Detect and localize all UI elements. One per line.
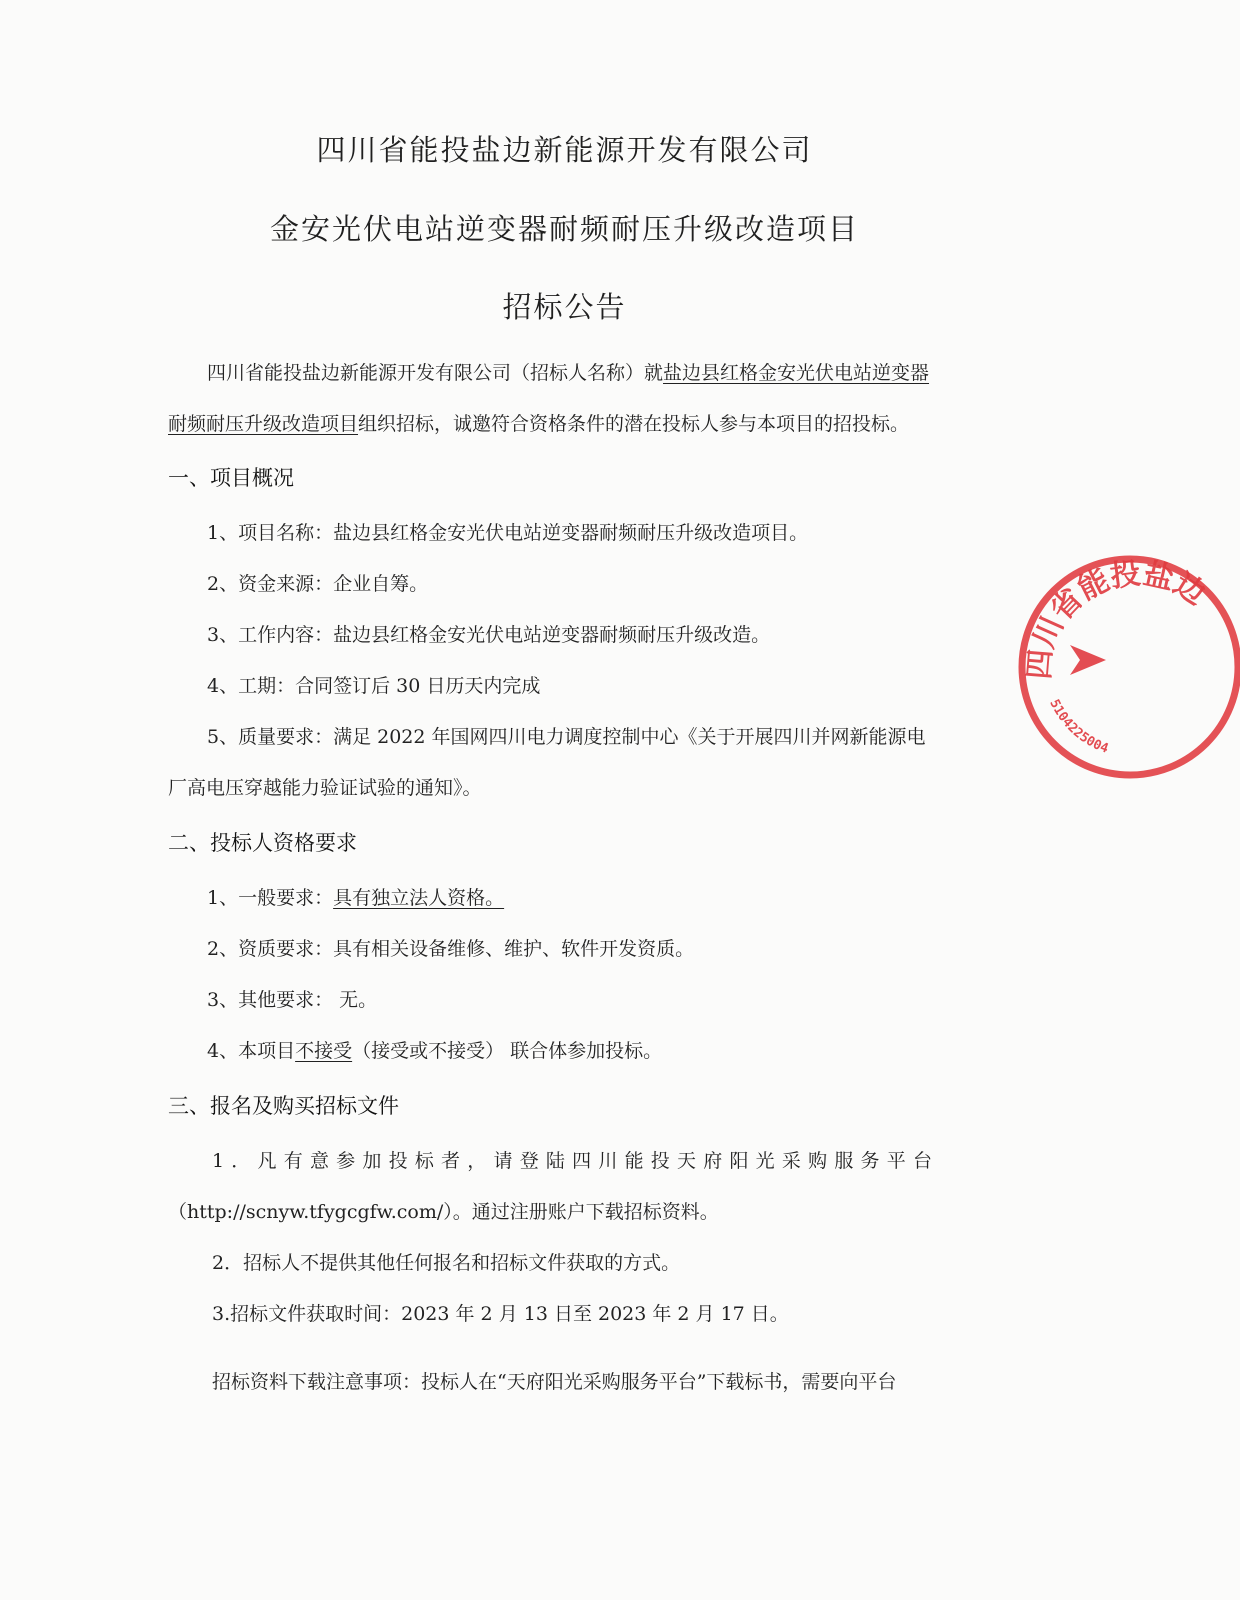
intro-line-1 xyxy=(207,361,929,385)
section-2-heading: 二、投标人资格要求 xyxy=(168,831,357,855)
section-2-item-4-a: 4、本项目 xyxy=(207,1040,296,1062)
section-2-item-4 xyxy=(207,1039,662,1063)
section-1-item-5-cont: 厂高电压穿越能力验证试验的通知》。 xyxy=(168,777,482,799)
section-3-item-2: 2．招标人不提供其他任何报名和招标文件获取的方式。 xyxy=(212,1252,681,1274)
intro-project-underlined: 盐边县红格金安光伏电站逆变器 xyxy=(663,362,930,384)
section-3-item-1-url: （http://scnyw.tfygcgfw.com/）。通过注册账户下载招标资料。 xyxy=(168,1201,719,1223)
seal-star-icon xyxy=(1070,645,1106,675)
section-1-item-3: 3、工作内容：盐边县红格金安光伏电站逆变器耐频耐压升级改造。 xyxy=(207,624,771,646)
seal-text: 四川省能投盐边 xyxy=(1021,556,1212,681)
section-3-item-3: 3.招标文件获取时间：2023 年 2 月 13 日至 2023 年 2 月 17 日。 xyxy=(212,1303,789,1325)
section-3-item-1: 1．凡有意参加投标者，请登陆四川能投天府阳光采购服务平台 xyxy=(212,1150,932,1172)
title-announcement: 招标公告 xyxy=(502,290,627,324)
section-3-heading: 三、报名及购买招标文件 xyxy=(168,1094,399,1118)
intro-line-2 xyxy=(168,412,909,436)
section-2-item-4-c: （接受或不接受） 联合体参加投标。 xyxy=(352,1040,663,1062)
section-2-item-1-value: 具有独立法人资格。 xyxy=(333,887,505,909)
section-1-item-1: 1、项目名称：盐边县红格金安光伏电站逆变器耐频耐压升级改造项目。 xyxy=(207,522,809,544)
title-company: 四川省能投盐边新能源开发有限公司 xyxy=(316,133,813,167)
section-1-item-4: 4、工期：合同签订后 30 日历天内完成 xyxy=(207,675,541,697)
section-2-item-1 xyxy=(207,886,504,910)
section-2-item-4-choice: 不接受 xyxy=(295,1040,353,1062)
intro-project-underlined-2: 耐频耐压升级改造项目 xyxy=(168,413,359,435)
download-notice: 招标资料下载注意事项：投标人在“天府阳光采购服务平台”下载标书，需要向平台 xyxy=(212,1371,897,1393)
intro-text: 四川省能投盐边新能源开发有限公司（招标人名称）就 xyxy=(207,362,664,384)
title-project: 金安光伏电站逆变器耐频耐压升级改造项目 xyxy=(269,212,859,246)
intro-text-2: 组织招标，诚邀符合资格条件的潜在投标人参与本项目的招投标。 xyxy=(358,413,910,435)
section-1-item-2: 2、资金来源：企业自筹。 xyxy=(207,573,429,595)
section-2-item-1-label: 1、一般要求： xyxy=(207,887,334,909)
official-seal xyxy=(1010,552,1240,782)
section-2-item-2: 2、资质要求：具有相关设备维修、维护、软件开发资质。 xyxy=(207,938,695,960)
section-1-item-5: 5、质量要求：满足 2022 年国网四川电力调度控制中心《关于开展四川并网新能源电 xyxy=(207,726,926,748)
section-1-heading: 一、项目概况 xyxy=(168,466,294,490)
seal-code: 5104225004 xyxy=(1046,697,1111,757)
section-2-item-3: 3、其他要求： 无。 xyxy=(207,989,378,1011)
